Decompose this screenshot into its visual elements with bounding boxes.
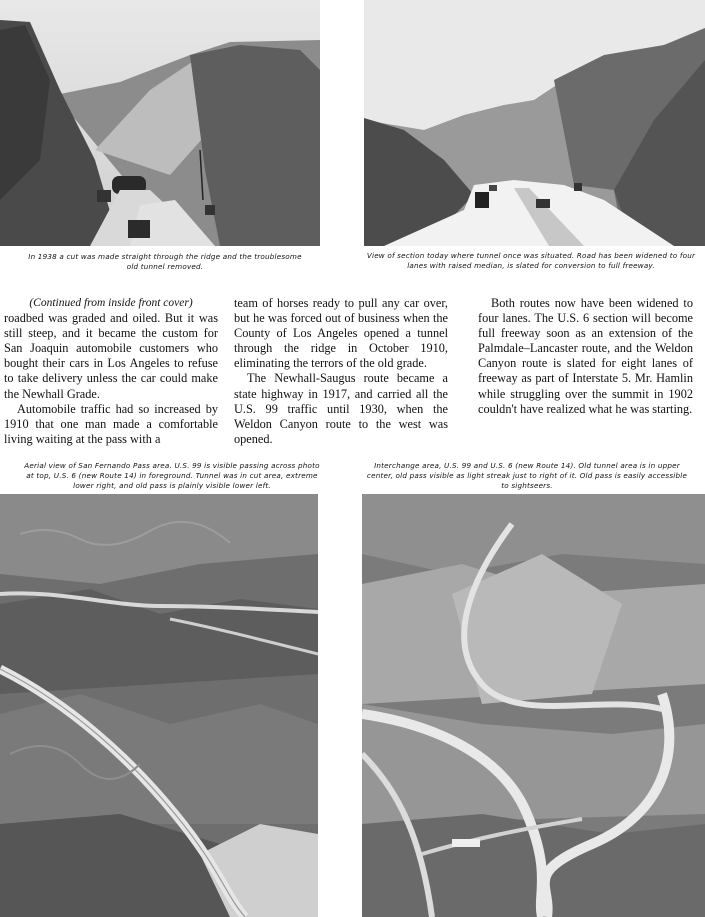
- article-column-3: [478, 296, 693, 417]
- article-column-2: [234, 296, 448, 447]
- paragraph: Both routes now have been widened to four lanes. The U.S. 6 section will become full freeway soon as an extension of the Palmdale–Lancaster route, and the Weldon Canyon route is slated for eight lanes of freeway as part of Interstate 5. Mr. Hamlin while struggling over the summit in 1902 couldn't have realized what he was starting.: [478, 296, 693, 416]
- photo-1938-cut: [0, 0, 320, 246]
- caption-mid-left: Aerial view of San Fernando Pass area. U.S. 99 is visible passing across photo at top, U.S. 6 (new Route 14) in foreground. Tunnel was in cut area, extreme lower right, and old pass is plainly visible lower left.: [24, 461, 320, 490]
- article-column-1: [4, 296, 218, 447]
- paragraph: team of horses ready to pull any car over, but he was forced out of business when the County of Los Angeles opened a tunnel through the ridge in October 1910, eliminating the terrors of the old grade.: [234, 296, 448, 371]
- paragraph: roadbed was graded and oiled. But it was still steep, and it became the custom for San Joaquin automobile customers who bought their cars in Los Angeles to refuse to take delivery unless the car could make the Newhall Grade.: [4, 311, 218, 401]
- paragraph: Automobile traffic had so increased by 1910 that one man made a comfortable living waiting at the pass with a: [4, 401, 218, 446]
- photo-interchange: [362, 494, 705, 917]
- paragraph: The Newhall-Saugus route became a state highway in 1917, and carried all the U.S. 99 traffic until 1930, when the Weldon Canyon route to the west was opened.: [234, 371, 448, 446]
- photo-aerial-pass: [0, 494, 318, 917]
- continued-note: (Continued from inside front cover): [29, 297, 193, 309]
- caption-mid-right: Interchange area, U.S. 99 and U.S. 6 (new Route 14). Old tunnel area is in upper center, old pass visible as light streak just to right of it. Old pass is easily accessible to sightseers.: [366, 461, 688, 490]
- caption-top-left: In 1938 a cut was made straight through the ridge and the troublesome old tunnel removed.: [28, 252, 302, 271]
- photo-section-today: [364, 0, 705, 246]
- caption-top-right: View of section today where tunnel once was situated. Road has been widened to four lanes with raised median, is slated for conversion to full freeway.: [366, 251, 696, 270]
